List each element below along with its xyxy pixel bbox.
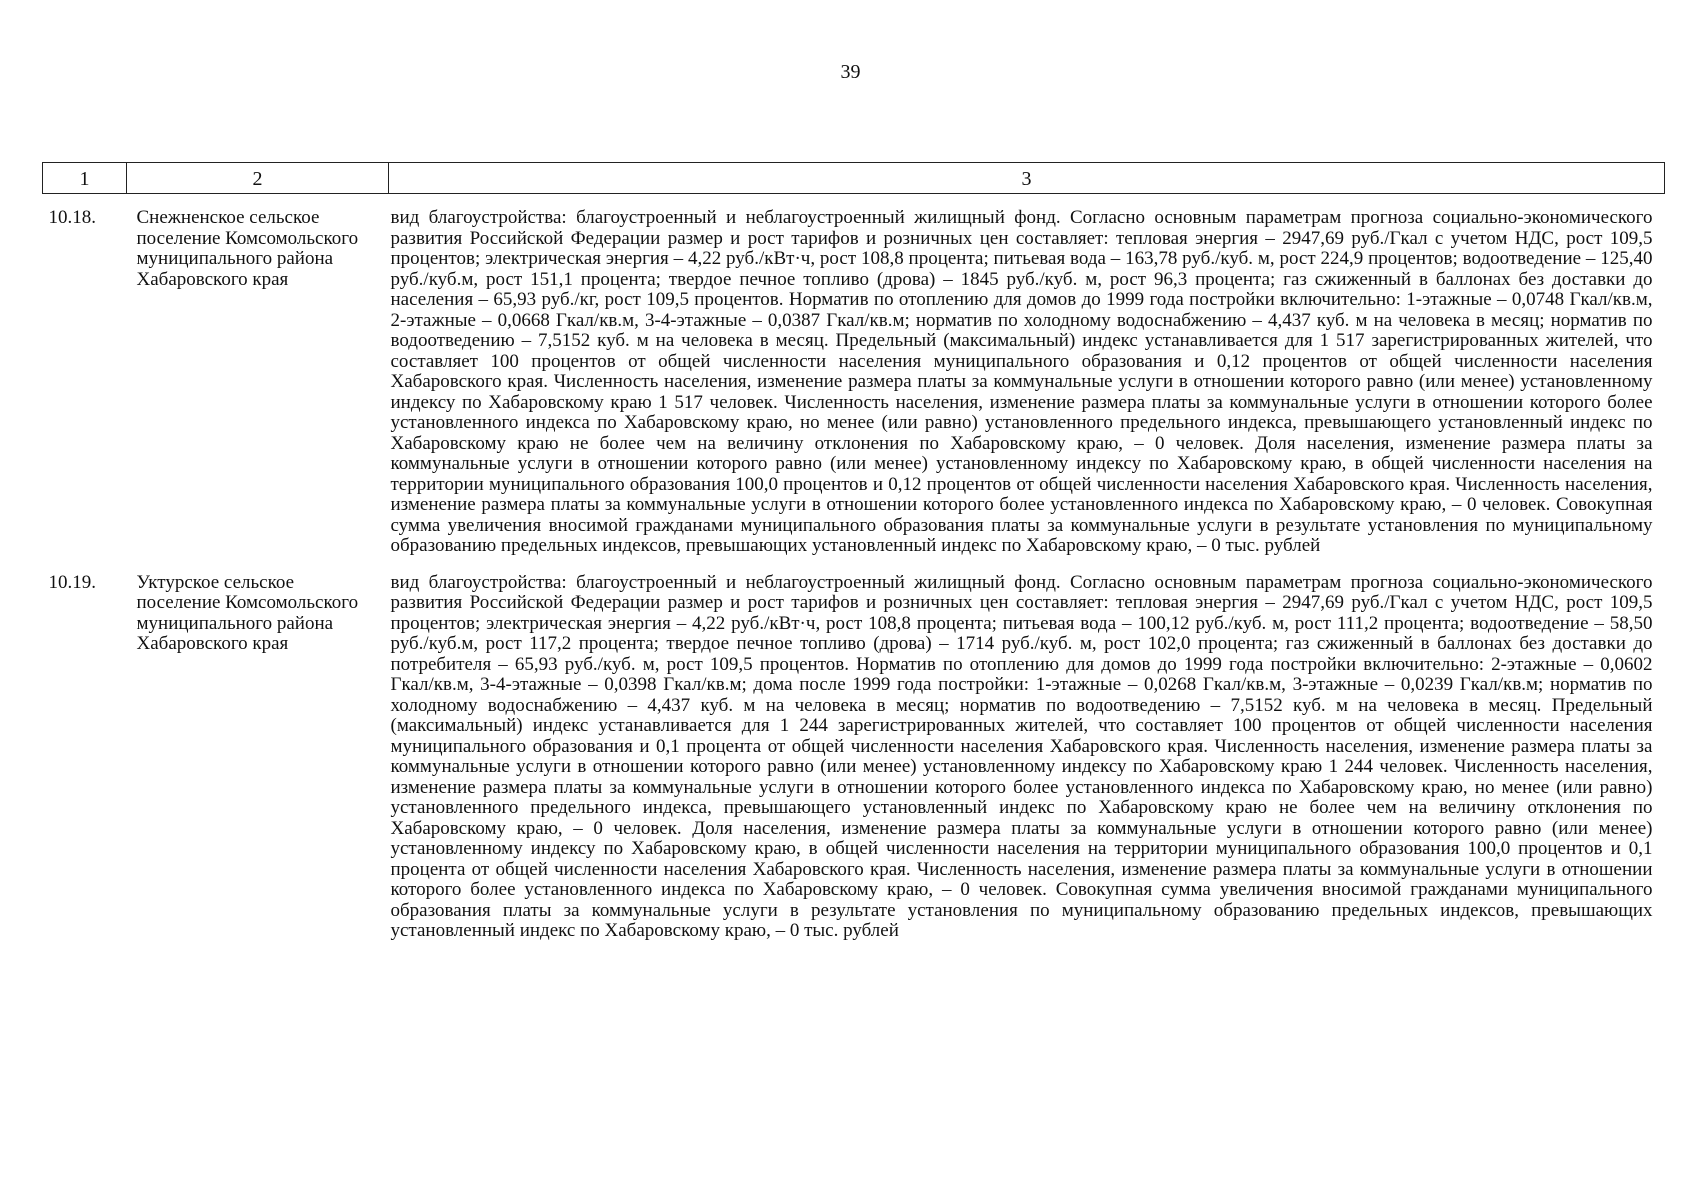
- column-header-3: 3: [389, 163, 1665, 194]
- row-number: 10.18.: [48, 207, 96, 228]
- municipality-name: Снежненское сельское поселение Комсомольского муниципального района Хабаровского края: [136, 207, 359, 290]
- column-header-2: 2: [127, 163, 389, 194]
- row-description: вид благоустройства: благоустроенный и неблагоустроенный жилищный фонд. Согласно основным параметрам прогноза социально-экономического развития Российской Федерации размер и рост тарифов и розничных цен составляет: тепловая энергия – 2947,69 руб./Гкал с учетом НДС, рост 109,5 процентов; электрическая энергия – 4,22 руб./кВт·ч, рост 108,8 процента; питьевая вода – 163,78 руб./куб. м, рост 224,9 процентов; водоотведение – 125,40 руб./куб.м, рост 151,1 процента; твердое печное топливо (дрова) – 1845 руб./куб. м, рост 96,3 процента; газ сжиженный в баллонах без доставки до населения – 65,93 руб./кг, рост 109,5 процентов. Норматив по отоплению для домов до 1999 года постройки включительно: 1-этажные – 0,0748 Гкал/кв.м, 2-этажные – 0,0668 Гкал/кв.м, 3-4-этажные – 0,0387 Гкал/кв.м; норматив по холодному водоснабжению – 4,437 куб. м на человека в месяц; норматив по водоотведению – 7,5152 куб. м на человека в месяц. Предельный (максимальный) индекс устанавливается для 1 517 зарегистрированных жителей, что составляет 100 процентов от общей численности населения муниципального образования и 0,12 процентов от общей численности населения Хабаровского края. Численность населения, изменение размера платы за коммунальные услуги в отношении которого равно (или менее) установленному индексу по Хабаровскому краю 1 517 человек. Численность населения, изменение размера платы за коммунальные услуги в отношении которого более установленного индекса по Хабаровскому краю, но менее (или равно) установленного предельного индекса, превышающего установленный индекс по Хабаровскому краю не более чем на величину отклонения по Хабаровскому краю, – 0 человек. Доля населения, изменение размера платы за коммунальные услуги в отношении которого равно (или менее) установленному индексу по Хабаровскому краю, в общей численности населения на территории муниципального образования 100,0 процентов и 0,12 процентов от общей численности населения Хабаровского края. Численность населения, изменение размера платы за коммунальные услуги в отношении которого более установленного индекса по Хабаровскому краю, – 0 человек. Совокупная сумма увеличения вносимой гражданами муниципального образования платы за коммунальные услуги в результате установления по муниципальному образованию предельных индексов, превышающих установленный индекс по Хабаровскому краю, – 0 тыс. рублей: [390, 207, 1653, 556]
- row-number: 10.19.: [48, 571, 96, 593]
- municipality-name: Уктурское сельское поселение Комсомольского муниципального района Хабаровского края: [136, 571, 359, 654]
- spacer-cell: [389, 194, 1665, 209]
- spacer-cell: [43, 194, 127, 209]
- spacer-cell: [127, 194, 389, 209]
- row-description: вид благоустройства: благоустроенный и неблагоустроенный жилищный фонд. Согласно основным параметрам прогноза социально-экономического развития Российской Федерации размер и рост тарифов и розничных цен составляет: тепловая энергия – 2947,69 руб./Гкал с учетом НДС, рост 109,5 процентов; электрическая энергия – 4,22 руб./кВт·ч, рост 108,8 процента; питьевая вода – 100,12 руб./куб. м, рост 111,2 процента; водоотведение – 58,50 руб./куб.м, рост 117,2 процента; твердое печное топливо (дрова) – 1714 руб./куб. м, рост 102,0 процента; газ сжиженный в баллонах без доставки до потребителя – 65,93 руб./куб. м, рост 109,5 процентов. Норматив по отоплению для домов до 1999 года постройки включительно: 2-этажные – 0,0602 Гкал/кв.м, 3-4-этажные – 0,0398 Гкал/кв.м; дома после 1999 года постройки: 1-этажные – 0,0268 Гкал/кв.м, 3-этажные – 0,0239 Гкал/кв.м; норматив по холодному водоснабжению – 4,437 куб. м на человека в месяц; норматив по водоотведению – 7,5152 куб. м на человека в месяц. Предельный (максимальный) индекс устанавливается для 1 244 зарегистрированных жителей, что составляет 100 процентов от общей численности населения муниципального образования и 0,1 процента от общей численности населения Хабаровского края. Численность населения, изменение размера платы за коммунальные услуги в отношении которого равно (или менее) установленному индексу по Хабаровскому краю 1 244 человек. Численность населения, изменение размера платы за коммунальные услуги в отношении которого более установленного индекса по Хабаровскому краю, но менее (или равно) установленного предельного индекса, превышающего установленный индекс по Хабаровскому краю не более чем на величину отклонения по Хабаровскому краю, – 0 человек. Доля населения, изменение размера платы за коммунальные услуги в отношении которого равно (или менее) установленному индексу по Хабаровскому краю, в общей численности населения на территории муниципального образования 100,0 процентов и 0,1 процента от общей численности населения Хабаровского края. Численность населения, изменение размера платы за коммунальные услуги в отношении которого более установленного индекса по Хабаровскому краю, – 0 человек. Совокупная сумма увеличения вносимой гражданами муниципального образования платы за коммунальные услуги в результате установления по муниципальному образованию предельных индексов, превышающих установленный индекс по Хабаровскому краю, – 0 тыс. рублей: [390, 571, 1653, 941]
- table-spacer-row: [43, 194, 1665, 209]
- table-row: [43, 208, 1665, 557]
- tariff-table: [42, 162, 1665, 942]
- page-number: 39: [840, 61, 861, 83]
- column-header-1: 1: [43, 163, 127, 194]
- table-header-row: [43, 163, 1665, 194]
- table-row: [43, 557, 1665, 942]
